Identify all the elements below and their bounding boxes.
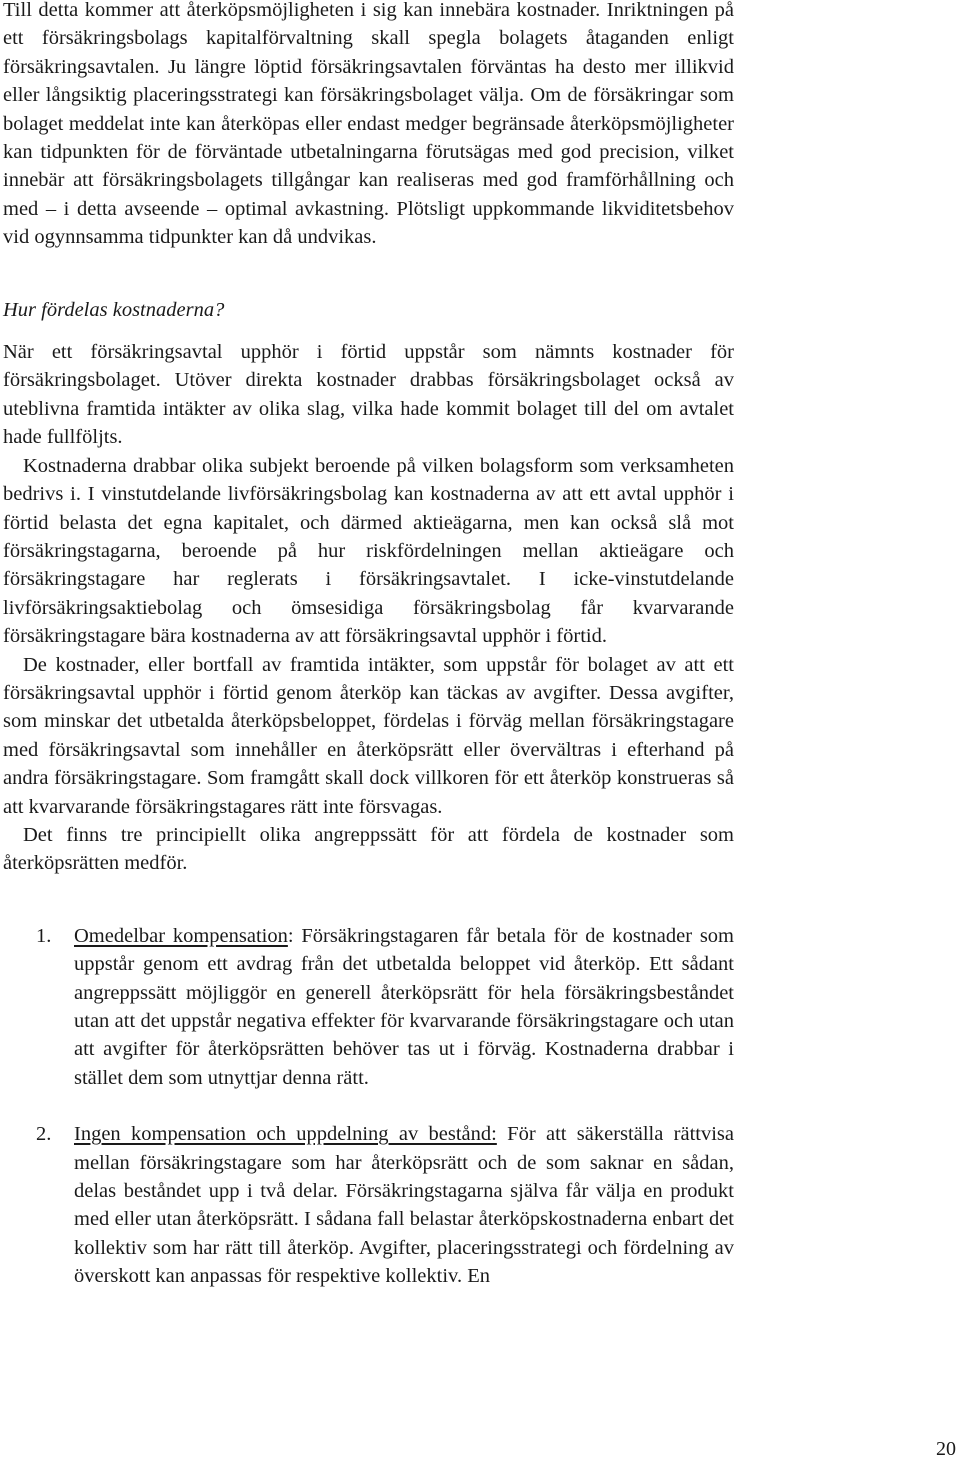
paragraph-5: Det finns tre principiellt olika angreppssätt för att fördela de kostnader som återköpsrätten medför.	[3, 823, 734, 875]
paragraph-1-part-a: Till detta kommer att återköpsmöjligheten i sig kan innebära kostnader. Inriktningen på ett försäkringsbolags kapitalförvaltning skall spegla bolagets åtaganden enligt försäkringsavtalen. Ju längre löptid försäkringsavtalen förväntas ha desto mer illikvid eller långsiktig placeringsstrategi kan försäkringsbolaget välja.	[3, 0, 734, 107]
paragraph-3: Kostnaderna drabbar olika subjekt beroende på vilken bolagsform som verksamheten bedrivs i. I vinstutdelande livförsäkringsbolag kan kostnaderna av att ett avtal upphör i förtid belasta det egna kapitalet, och därmed aktieägarna, men kan också slå mot försäkringstagarna, beroende på hur riskfördelningen mellan aktieägare och försäkringstagare har reglerats i försäkringsavtalet. I icke-vinstutdelande livförsäkringsaktiebolag och ömsesidiga försäkringsbolag får kvarvarande försäkringstagare bära kostnaderna av att försäkringsavtal upphör i förtid.	[3, 454, 734, 648]
paragraph-4: De kostnader, eller bortfall av framtida intäkter, som uppstår för bolaget av att ett försäkringsavtal upphör i förtid genom återköp kan täckas av avgifter. Dessa avgifter, som minskar det utbetalda återköpsbeloppet, fördelas i förväg mellan försäkringstagare med försäkringsavtal som innehåller en återköpsrätt eller övervältras i efterhand på andra försäkringstagare. Som framgått skall dock villkoren för ett återköp konstrueras så att kvarvarande försäkringstagares rätt inte försvagas.	[3, 653, 734, 818]
list-item-body	[74, 922, 734, 1092]
list-item-body	[74, 1120, 734, 1290]
list-item-term: Ingen kompensation och uppdelning av bestånd:	[74, 1123, 497, 1146]
list-item	[3, 922, 734, 1092]
section-heading: Hur fördelas kostnaderna?	[3, 298, 225, 321]
list-item-number: 2.	[36, 1123, 52, 1146]
list-item-text: För att säkerställa rättvisa mellan försäkringstagare som har återköpsrätt och de som saknar en sådan, delas beståndet upp i två delar. Försäkringstagarna själva får välja en produkt med eller utan återköpsrätt. I sådana fall belastar återköpskostnaderna enbart det kollektiv som har rätt till återköp. Avgifter, placeringsstrategi och fördelning av överskott kan anpassas för respektive kollektiv. En	[74, 1123, 734, 1288]
document-page	[3, 0, 734, 1291]
page-number: 20	[936, 1438, 956, 1460]
list-item	[3, 1120, 734, 1290]
list-item-number: 1.	[36, 924, 52, 947]
list-item-separator: :	[287, 924, 294, 947]
paragraph-1-part-b: Om de försäkringar som bolaget meddelat inte kan återköpas eller endast medger begränsade återköpsmöjligheter kan tidpunkten för de förväntade utbetalningarna förutsägas med god precision, vilket innebär att försäkringsbolagets tillgångar kan realiseras med god framförhållning och med – i detta avseende – optimal avkastning. Plötsligt uppkommande likviditetsbehov vid ogynnsamma tidpunkter kan då undvikas.	[3, 84, 734, 249]
list-item-term: Omedelbar kompensation	[74, 924, 288, 947]
paragraph-2: När ett försäkringsavtal upphör i förtid uppstår som nämnts kostnader för försäkringsbolaget. Utöver direkta kostnader drabbas försäkringsbolaget också av uteblivna framtida intäkter av olika slag, vilka hade kommit bolaget till del om avtalet hade fullföljts.	[3, 341, 734, 449]
list-item-text: Försäkringstagaren får betala för de kostnader som uppstår genom ett avdrag från det utbetalda beloppet vid återköp. Ett sådant angreppssätt möjliggör en generell återköpsrätt för hela försäkringsbeståndet utan att det uppstår negativa effekter för kvarvarande försäkringstagare och utan att avgifter för återköpsrätten behöver tas ut i förväg. Kostnaderna drabbar i stället dem som utnyttjar denna rätt.	[74, 924, 734, 1089]
paragraph-1	[3, 0, 734, 252]
